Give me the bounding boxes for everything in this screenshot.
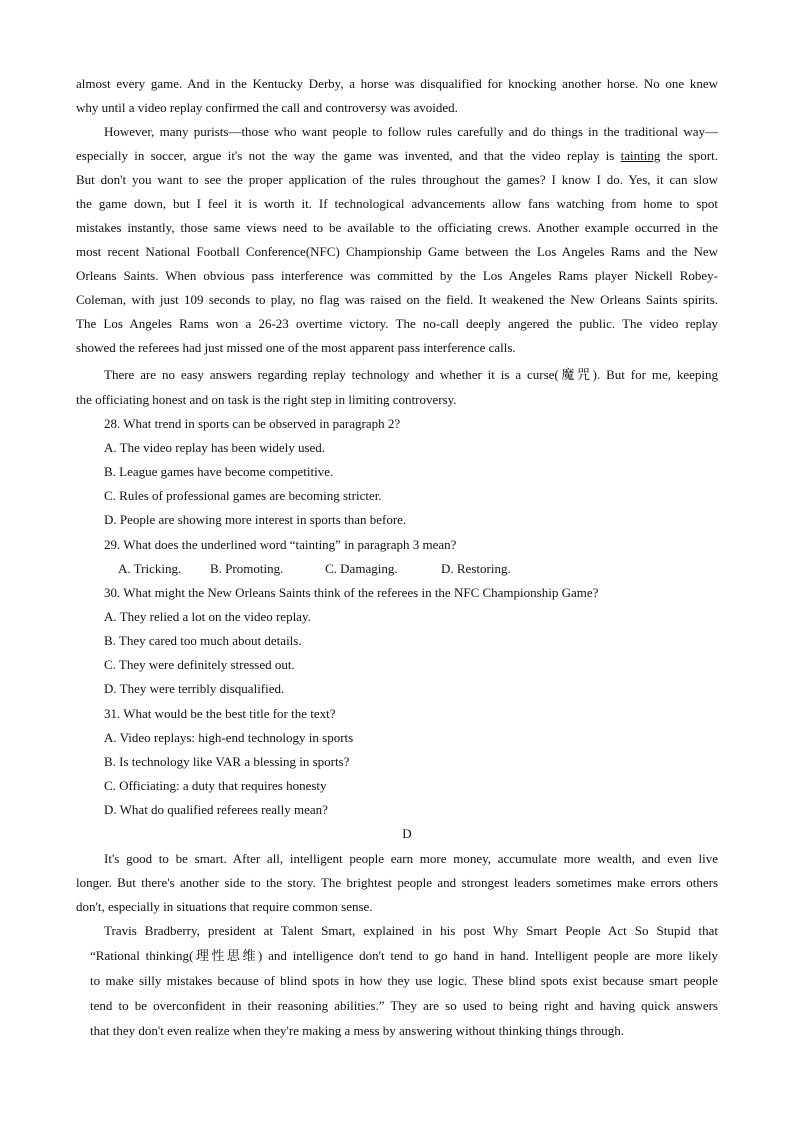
question-30-option[interactable]: A. They relied a lot on the video replay. — [104, 609, 311, 624]
question-31-option[interactable]: A. Video replays: high-end technology in sports — [104, 730, 354, 745]
paragraph-4-line: the officiating honest and on task is the right step in limiting controversy. — [76, 392, 457, 407]
question-29-option[interactable]: C. Damaging. — [325, 561, 398, 576]
question-29-option[interactable]: D. Restoring. — [441, 561, 511, 576]
question-28-option[interactable]: C. Rules of professional games are becoming stricter. — [104, 488, 382, 503]
section-d-p2-line: to make silly mistakes because of blind spots in how they use logic. These blind spots exist because smart people — [90, 973, 718, 988]
paragraph-3-line: the game down, but I feel it is worth it. If technological advancements allow fans watching from home to spot — [76, 196, 718, 211]
paragraph-3-line: Coleman, with just 109 seconds to play, no flag was raised on the field. It weakened the New Orleans Saints spirits. — [76, 292, 718, 307]
passage-c-line: almost every game. And in the Kentucky Derby, a horse was disqualified for knocking another horse. No one knew — [76, 76, 718, 91]
question-29-option[interactable]: B. Promoting. — [210, 561, 284, 576]
paragraph-3-line: Orleans Saints. When obvious pass interference was committed by the Los Angeles Rams player Nickell Robey- — [76, 268, 718, 283]
paragraph-3-line: most recent National Football Conference(NFC) Championship Game between the Los Angeles Rams and the New — [76, 244, 718, 259]
section-d-p1-line: don't, especially in situations that require common sense. — [76, 899, 373, 914]
paragraph-3-text: especially in soccer, argue it's not the way the game was invented, and that the video replay is — [76, 148, 621, 163]
paragraph-4-line: There are no easy answers regarding replay technology and whether it is a curse(魔咒). But for me, keeping — [104, 367, 718, 382]
underlined-word-tainting: tainting — [620, 148, 661, 163]
question-30-stem: 30. What might the New Orleans Saints think of the referees in the NFC Championship Game? — [104, 585, 599, 600]
paragraph-3-line: However, many purists—those who want people to follow rules carefully and do things in the traditional way— — [104, 124, 718, 139]
section-d-p2-line: that they don't even realize when they're making a mess by answering without thinking things through. — [90, 1023, 624, 1038]
section-d-p1-line: longer. But there's another side to the story. The brightest people and strongest leaders sometimes make errors others — [76, 875, 718, 890]
question-31-option[interactable]: C. Officiating: a duty that requires honesty — [104, 778, 327, 793]
question-31-option[interactable]: D. What do qualified referees really mean? — [104, 802, 328, 817]
section-heading-d: D — [402, 826, 412, 841]
passage-c-line: why until a video replay confirmed the call and controversy was avoided. — [76, 100, 458, 115]
section-d-p2-line: tend to be overconfident in their reasoning abilities.” They are so used to being right and having quick answers — [90, 998, 718, 1013]
question-28-option[interactable]: A. The video replay has been widely used. — [104, 440, 326, 455]
question-28-option[interactable]: B. League games have become competitive. — [104, 464, 334, 479]
question-30-option[interactable]: D. They were terribly disqualified. — [104, 681, 285, 696]
question-30-option[interactable]: B. They cared too much about details. — [104, 633, 302, 648]
question-31-stem: 31. What would be the best title for the text? — [104, 706, 336, 721]
section-d-p2-line: Travis Bradberry, president at Talent Smart, explained in his post Why Smart People Act So Stupid that — [104, 923, 718, 938]
section-d-p2-line: “Rational thinking(理性思维) and intelligence don't tend to go hand in hand. Intelligent people are more likely — [90, 948, 718, 963]
question-30-option[interactable]: C. They were definitely stressed out. — [104, 657, 295, 672]
paragraph-3-line: showed the referees had just missed one of the most apparent pass interference calls. — [76, 340, 516, 355]
question-29-option[interactable]: A. Tricking. — [118, 561, 182, 576]
section-d-p1-line: It's good to be smart. After all, intelligent people earn more money, accumulate more wealth, and even live — [104, 851, 718, 866]
question-28-option[interactable]: D. People are showing more interest in sports than before. — [104, 512, 407, 527]
paragraph-3-line: The Los Angeles Rams won a 26-23 overtime victory. The no-call deeply angered the public. The video replay — [76, 316, 718, 331]
paragraph-3-line: But don't you want to see the proper application of the rules throughout the games? I know I do. Yes, it can slow — [76, 172, 718, 187]
question-31-option[interactable]: B. Is technology like VAR a blessing in sports? — [104, 754, 350, 769]
paragraph-3-line: mistakes instantly, those same views need to be available to the officiating crews. Another example occurred in the — [76, 220, 718, 235]
paragraph-3-text: the sport. — [660, 148, 718, 163]
question-29-stem: 29. What does the underlined word “tainting” in paragraph 3 mean? — [104, 537, 457, 552]
question-28-stem: 28. What trend in sports can be observed in paragraph 2? — [104, 416, 401, 431]
paragraph-3-line — [76, 148, 718, 164]
